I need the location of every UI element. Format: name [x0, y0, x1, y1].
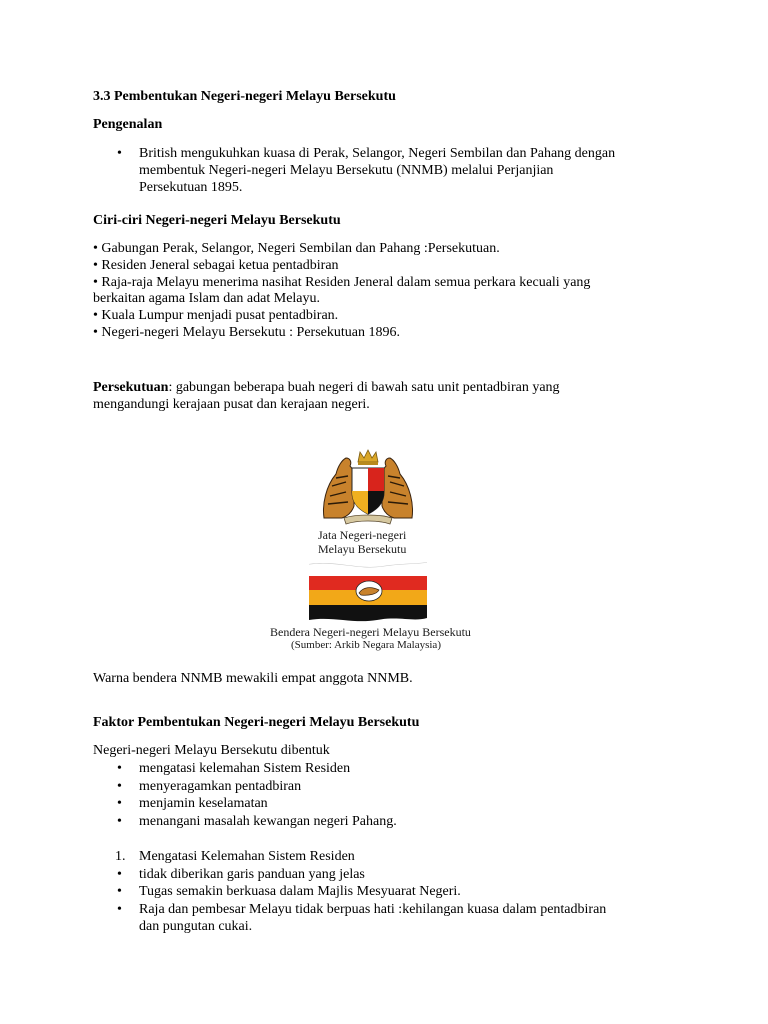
numbered-bullet: Tugas semakin berkuasa dalam Majlis Mesyuarat Negeri. — [139, 884, 461, 899]
faktor-bullet: menjamin keselamatan — [139, 796, 268, 811]
ciri-line: • Kuala Lumpur menjadi pusat pentadbiran. — [93, 308, 339, 323]
intro-title: Pengenalan — [93, 117, 163, 132]
numbered-bullet-marker — [117, 866, 129, 883]
coat-caption-line-2: Melayu Bersekutu — [318, 542, 407, 556]
flag-note: Warna bendera NNMB mewakili empat anggota NNMB. — [93, 671, 413, 686]
faktor-bullet: mengatasi kelemahan Sistem Residen — [139, 761, 351, 776]
numbered-bullet-continuation: dan pungutan cukai. — [139, 919, 253, 934]
faktor-bullet-marker — [117, 760, 129, 777]
ciri-line: berkaitan agama Islam dan adat Melayu. — [93, 291, 321, 306]
flag-image — [307, 560, 429, 622]
ciri-line: • Raja-raja Melayu menerima nasihat Residen Jeneral dalam semua perkara kecuali yang — [93, 275, 591, 290]
faktor-bullet: menangani masalah kewangan negeri Pahang. — [139, 814, 397, 829]
definition-text: : gabungan beberapa buah negeri di bawah satu unit pentadbiran yang — [168, 380, 560, 395]
intro-bullet-line: Persekutuan 1895. — [139, 180, 243, 195]
ciri-line: • Negeri-negeri Melayu Bersekutu : Persekutuan 1896. — [93, 325, 400, 340]
faktor-lead: Negeri-negeri Melayu Bersekutu dibentuk — [93, 743, 330, 758]
numbered-item-title: Mengatasi Kelemahan Sistem Residen — [139, 849, 355, 864]
definition-term: Persekutuan — [93, 380, 169, 395]
faktor-title: Faktor Pembentukan Negeri-negeri Melayu Bersekutu — [93, 715, 420, 730]
faktor-bullet-marker — [117, 778, 129, 795]
ciri-title: Ciri-ciri Negeri-negeri Melayu Bersekutu — [93, 213, 341, 228]
definition-line — [93, 379, 560, 396]
faktor-bullet-marker — [117, 795, 129, 812]
source-caption: (Sumber: Arkib Negara Malaysia) — [291, 639, 441, 651]
numbered-bullet: Raja dan pembesar Melayu tidak berpuas hati :kehilangan kuasa dalam pentadbiran — [139, 902, 607, 917]
definition-line-2: mengandungi kerajaan pusat dan kerajaan negeri. — [93, 397, 370, 412]
intro-bullet-marker — [117, 145, 129, 162]
numbered-bullet-marker — [117, 883, 129, 900]
intro-bullet-line: membentuk Negeri-negeri Melayu Bersekutu (NNMB) melalui Perjanjian — [139, 163, 554, 178]
ciri-line: • Residen Jeneral sebagai ketua pentadbiran — [93, 258, 339, 273]
ciri-line: • Gabungan Perak, Selangor, Negeri Sembilan dan Pahang :Persekutuan. — [93, 241, 500, 256]
faktor-bullet: menyeragamkan pentadbiran — [139, 779, 302, 794]
flag-caption: Bendera Negeri-negeri Melayu Bersekutu — [270, 625, 471, 639]
numbered-bullet: tidak diberikan garis panduan yang jelas — [139, 867, 365, 882]
numbered-item-number: 1. — [115, 849, 126, 864]
coat-caption-line-1: Jata Negeri-negeri — [318, 528, 407, 542]
section-heading: 3.3 Pembentukan Negeri-negeri Melayu Bersekutu — [93, 89, 396, 104]
intro-bullet-line: British mengukuhkan kuasa di Perak, Selangor, Negeri Sembilan dan Pahang dengan — [139, 146, 616, 161]
numbered-bullet-marker — [117, 901, 129, 918]
coat-of-arms-image — [316, 446, 420, 526]
faktor-bullet-marker — [117, 813, 129, 830]
